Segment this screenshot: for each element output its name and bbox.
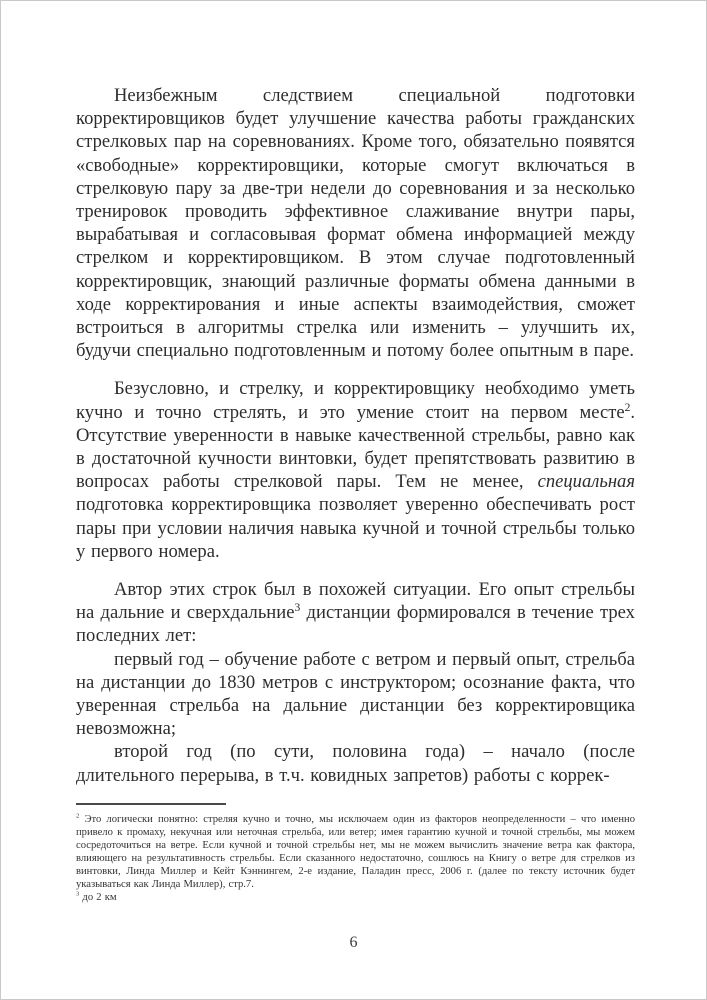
footnote-marker: 2 [76,811,80,819]
footnote-marker: 3 [76,889,80,897]
page-number: 6 [349,934,358,951]
footnote-separator [76,803,226,805]
text-run: Автор этих строк был в похожей ситуации. Его опыт стрельбы на дальние и сверхдальние [76,579,635,624]
paragraph [76,377,635,563]
footnote-reference: 2 [624,401,631,414]
text-run: второй год (по сути, половина года) – начало (после длительного перерыва, в т.ч. ковидных запретов) работы с коррек- [76,741,635,786]
body-text [76,84,635,802]
footnote-list [76,813,635,904]
footnote: $^3$ до 2 км [76,889,117,903]
text-run: Неизбежным следствием специальной подготовки корректировщиков будет улучшение качества работы гражданских стрелковых пар на соревнованиях. Кроме того, обязательно появятся «свободные» корректировщики, которые смогут включаться в стрелковую пару за две-три недели до соревнования и за несколько тренировок проводить эффективное слаживание внутри пары, вырабатывая и согласовывая формат обмена информацией между стрелком и корректировщиком. В этом случае подготовленный корректировщик, знающий различные форматы обмена данными в ходе корректирования и иные аспекты взаимодействия, сможет встроиться в алгоритмы стрелка или изменить – улучшить их, будучи специально подготовленным и потому более опытным в паре. [76,85,635,362]
footnote: $^2$ Это логически понятно: стреляя кучно и точно, мы исключаем один из факторов неопределенности – что именно привело к промаху, некучная или неточная стрельба, или ветер; имея гарантию кучной и точной стрельбы, мы можем сосредоточиться на ветре. Если кучной и точной стрельбы нет, мы не можем вычислить значение ветра как фактора, влияющего на результативность стрельбы. Если сказанного недостаточно, сошлюсь на Книгу о ветре для стрелков из винтовки, Линда Миллер и Кейт Кэннингем, 2-е издание, Паладин пресс, 2006 г. (далее по тексту источник будет указываться как Линда Миллер), стр.7. [76,811,635,890]
footnote-area [76,803,635,904]
paragraph [76,578,635,648]
text-run: подготовка корректировщика позволяет уверенно обеспечивать рост пары при условии наличия навыка кучной и точной стрельбы только у первого номера. [76,494,635,562]
text-run: первый год – обучение работе с ветром и первый опыт, стрельба на дистанции до 1830 метров с инструктором; осознание факта, что уверенная стрельба на дальние дистанции без корректировщика невозможна; [76,648,635,740]
paragraph [76,740,635,786]
text-run: . Отсутствие уверенности в навыке качественной стрельбы, равно как в достаточной кучности винтовки, будет препятствовать развитию в вопросах работы стрелковой пары. Тем не менее, [76,401,635,493]
text-run: дистанции формировался в течение трех последних лет: [76,602,635,647]
paragraph [76,84,635,362]
text-run: Безусловно, и стрелку, и корректировщику необходимо уметь кучно и точно стрелять, и это умение стоит на первом месте [76,378,635,423]
paragraph [76,648,635,741]
footnote-reference: 3 [294,602,301,615]
emphasized-text: специальная [537,471,635,493]
